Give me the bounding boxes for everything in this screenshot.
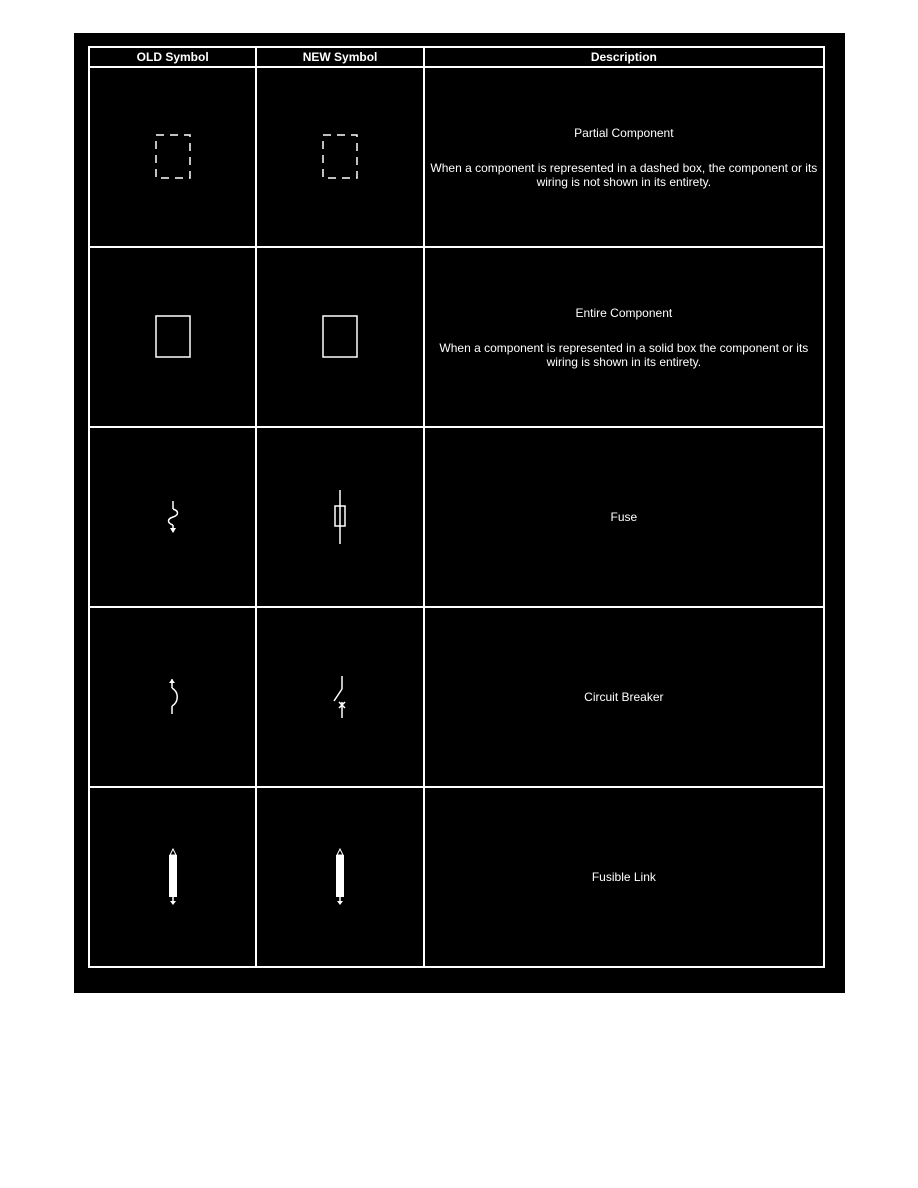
- table-row: [89, 247, 824, 427]
- circuit-breaker-old-icon: [163, 678, 183, 716]
- description-cell: [424, 607, 824, 787]
- new-symbol-cell: [256, 247, 423, 427]
- description-cell: [424, 67, 824, 247]
- fusible-link-old-icon: [166, 848, 180, 906]
- old-symbol-cell: [89, 67, 256, 247]
- table-row: [89, 607, 824, 787]
- description-title: Circuit Breaker: [584, 690, 664, 704]
- description-cell: [424, 787, 824, 967]
- table-row: [89, 67, 824, 247]
- table-row: [89, 427, 824, 607]
- entire-component-solid-box-icon: [153, 314, 193, 360]
- table-row: [89, 787, 824, 967]
- entire-component-solid-box-icon: [320, 314, 360, 360]
- old-symbol-cell: [89, 607, 256, 787]
- new-symbol-cell: [256, 427, 423, 607]
- symbol-legend-table: [88, 46, 825, 968]
- partial-component-dashed-box-icon: [153, 132, 193, 182]
- description-title: Entire Component: [575, 305, 673, 320]
- description-cell: [424, 427, 824, 607]
- fusible-link-new-icon: [333, 848, 347, 906]
- table-header-row: [89, 47, 824, 67]
- description-body: When a component is represented in a dashed box, the component or its wiring is not shown in its entirety.: [430, 160, 818, 189]
- header-new-symbol: NEW Symbol: [256, 47, 423, 67]
- new-symbol-cell: [256, 787, 423, 967]
- new-symbol-cell: [256, 67, 423, 247]
- new-symbol-cell: [256, 607, 423, 787]
- description-title: Partial Component: [574, 125, 674, 140]
- description-title: Fusible Link: [591, 870, 656, 884]
- fuse-new-icon: [330, 489, 350, 545]
- old-symbol-cell: [89, 247, 256, 427]
- symbol-legend-panel: [74, 33, 845, 993]
- description-title: Fuse: [610, 510, 638, 524]
- description-cell: [424, 247, 824, 427]
- header-description: Description: [424, 47, 824, 67]
- partial-component-dashed-box-icon: [320, 132, 360, 182]
- fuse-old-icon: [163, 499, 183, 535]
- old-symbol-cell: [89, 787, 256, 967]
- header-old-symbol: OLD Symbol: [89, 47, 256, 67]
- circuit-breaker-new-icon: [329, 675, 351, 719]
- old-symbol-cell: [89, 427, 256, 607]
- description-body: When a component is represented in a solid box the component or its wiring is shown in its entirety.: [439, 340, 809, 369]
